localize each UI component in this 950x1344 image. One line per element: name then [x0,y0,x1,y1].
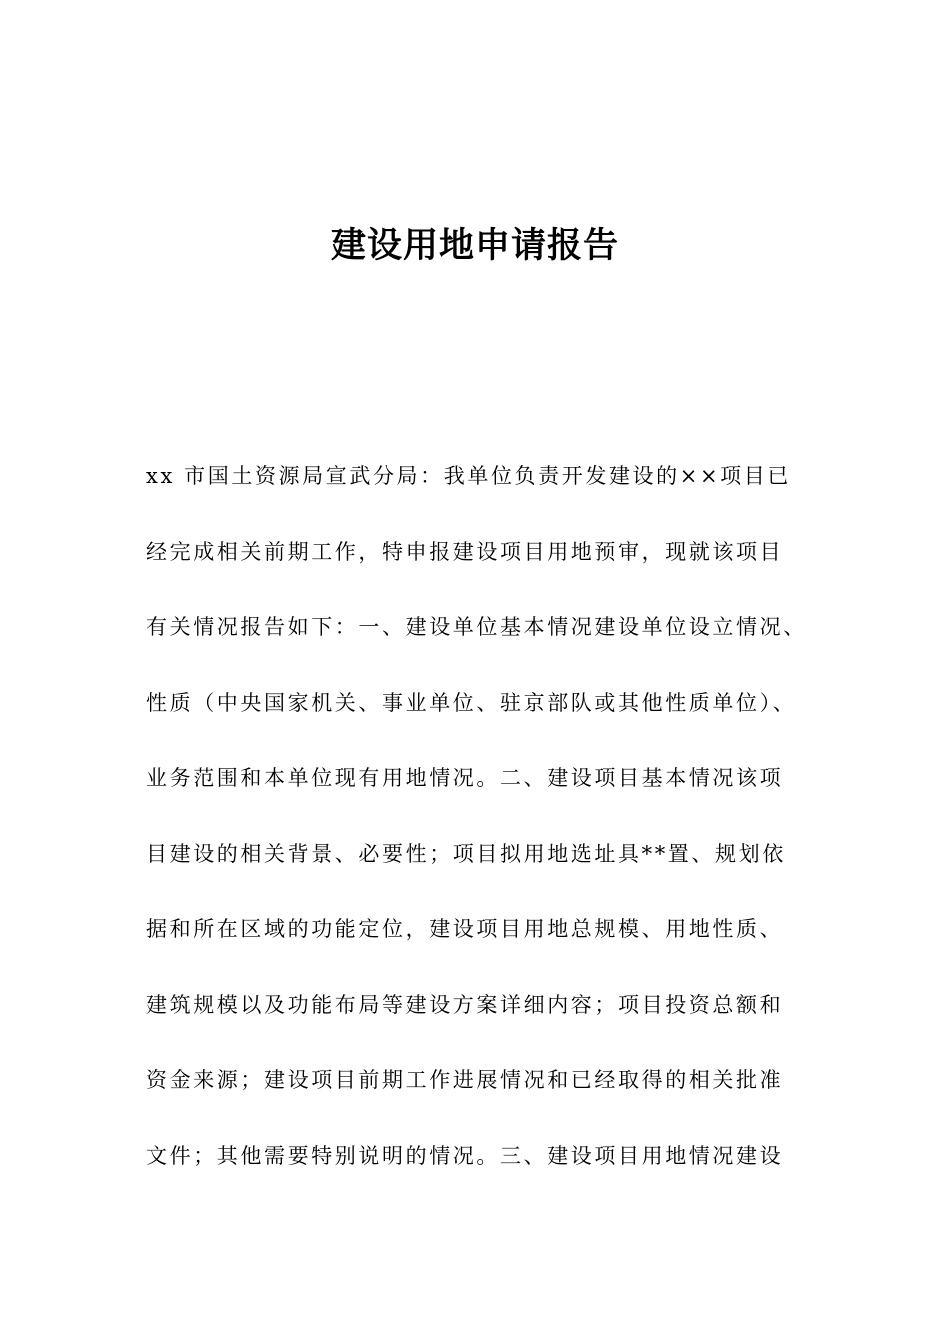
body-line: 有关情况报告如下：一、建设单位基本情况建设单位设立情况、 [146,615,807,639]
body-line: 资金来源；建设项目前期工作进展情况和已经取得的相关批准 [146,1068,784,1092]
body-line: 经完成相关前期工作，特申报建设项目用地预审，现就该项目 [146,539,784,564]
document-title: 建设用地申请报告 [330,226,619,266]
body-line: 建筑规模以及功能布局等建设方案详细内容；项目投资总额和 [146,992,784,1017]
body-line: 性质（中央国家机关、事业单位、驻京部队或其他性质单位）、 [146,690,797,715]
body-line: xx 市国土资源局宣武分局：我单位负责开发建设的××项目已 [146,464,791,488]
body-line: 文件；其他需要特别说明的情况。三、建设项目用地情况建设 [146,1143,784,1168]
document-body [146,450,836,1205]
body-line: 据和所在区域的功能定位，建设项目用地总规模、用地性质、 [146,917,784,941]
body-line: 业务范围和本单位现有用地情况。二、建设项目基本情况该项 [146,766,784,790]
body-line: 目建设的相关背景、必要性；项目拟用地选址具**置、规划依 [146,841,786,866]
